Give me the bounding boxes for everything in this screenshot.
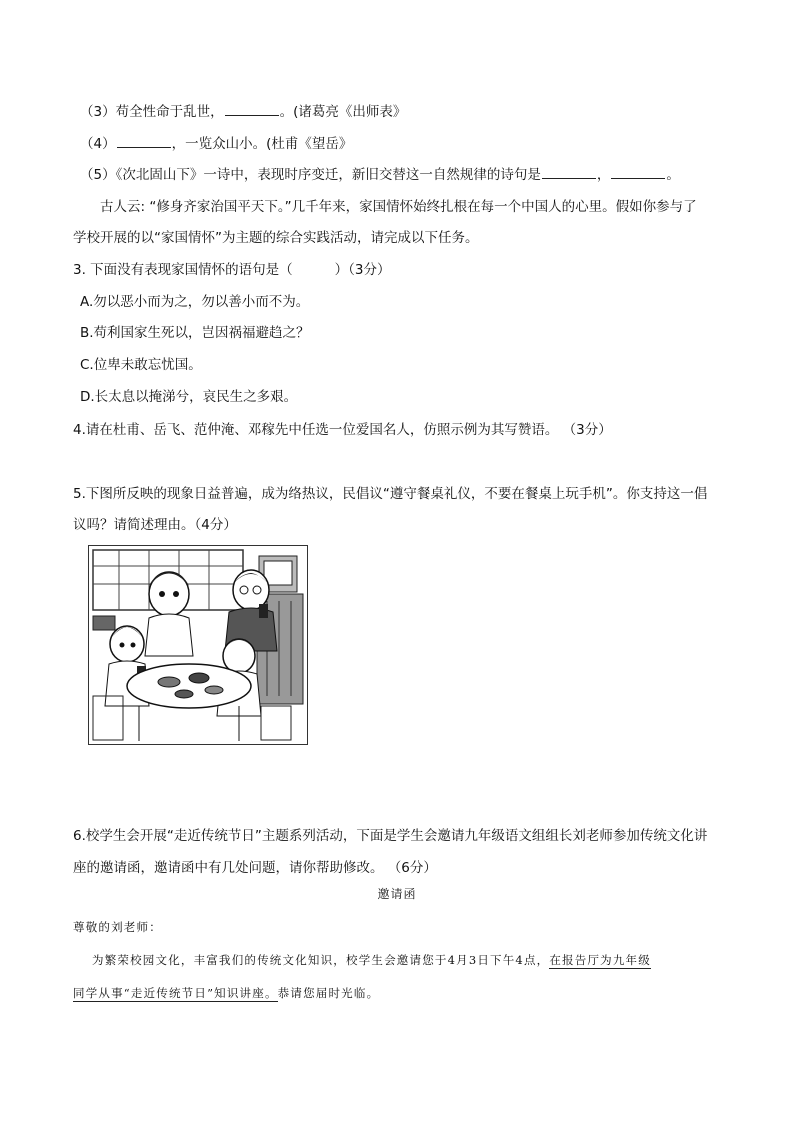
invitation-body-line-1	[92, 950, 651, 970]
invitation-body-line-2	[73, 983, 379, 1003]
invitation-body-1-text: 为繁荣校园文化，丰富我们的传统文化知识，校学生会邀请您于4月3日下午4点，	[92, 953, 550, 967]
q5-fill-pre: （5）《次北固山下》一诗中，表现时序变迁，新旧交替这一自然规律的诗句是	[80, 167, 541, 183]
q3-fill-post: 。(诸葛亮《出师表》	[279, 104, 407, 120]
q5-fill-in-line	[80, 164, 680, 185]
cartoon-drawing	[89, 546, 307, 744]
question-6-stem-line-1: 6.校学生会开展“走近传统节日”主题系列活动，下面是学生会邀请九年级语文组组长刘老师参加传统文化讲	[73, 828, 708, 844]
invitation-body-2-underlined: 同学从事“走近传统节日”知识讲座。	[73, 986, 278, 1000]
q3-option-d: D.长太息以掩涕兮，哀民生之多艰。	[80, 389, 298, 405]
q5-fill-post: 。	[666, 167, 680, 183]
invitation-salutation: 尊敬的刘老师：	[73, 920, 162, 934]
q4-fill-pre: （4）	[80, 136, 116, 152]
question-5-stem-line-1: 5.下图所反映的现象日益普遍，成为络热议，民倡议“遵守餐桌礼仪，不要在餐桌上玩手机”。你支持这一倡	[73, 486, 708, 502]
invitation-body-2-text: 恭请您届时光临。	[277, 986, 380, 1000]
q3-option-b: B.苟利国家生死以，岂因祸福避趋之？	[80, 325, 310, 341]
q3-stem-post: ）（3分）	[334, 262, 391, 278]
question-3-stem	[73, 260, 391, 280]
q4-fill-post: ，一览众山小。(杜甫《望岳》	[171, 136, 353, 152]
answer-blank[interactable]	[225, 101, 279, 116]
q3-option-c: C.位卑未敢忘忧国。	[80, 357, 202, 373]
intro-paragraph-line-1: 古人云: “修身齐家治国平天下。”几千年来，家国情怀始终扎根在每一个中国人的心里。假如你参与了	[100, 199, 697, 215]
q3-fill-pre: （3）苟全性命于乱世，	[80, 104, 224, 120]
invitation-body-1-underlined: 在报告厅为九年级	[549, 953, 651, 967]
answer-blank[interactable]	[117, 133, 171, 148]
answer-blank[interactable]	[611, 164, 665, 179]
q5-fill-mid: ，	[596, 167, 611, 183]
question-4-stem: 4.请在杜甫、岳飞、范仲淹、邓稼先中任选一位爱国名人，仿照示例为其写赞语。 （3分）	[73, 422, 612, 438]
q3-fill-in-line	[80, 101, 406, 122]
question-5-stem-line-2: 议吗？请简述理由。（4分）	[73, 517, 237, 533]
intro-paragraph-line-2: 学校开展的以“家国情怀”为主题的综合实践活动，请完成以下任务。	[73, 230, 479, 246]
q3-option-a: A.勿以恶小而为之，勿以善小而不为。	[80, 294, 310, 310]
invitation-letter-title: 邀请函	[377, 887, 417, 901]
answer-blank[interactable]	[542, 164, 596, 179]
family-phone-dinner-cartoon	[88, 545, 308, 745]
q3-stem-pre: 3. 下面没有表现家国情怀的语句是（	[73, 262, 293, 278]
question-6-stem-line-2: 座的邀请函，邀请函中有几处问题，请你帮助修改。 （6分）	[73, 860, 437, 876]
q4-fill-in-line	[80, 133, 352, 154]
